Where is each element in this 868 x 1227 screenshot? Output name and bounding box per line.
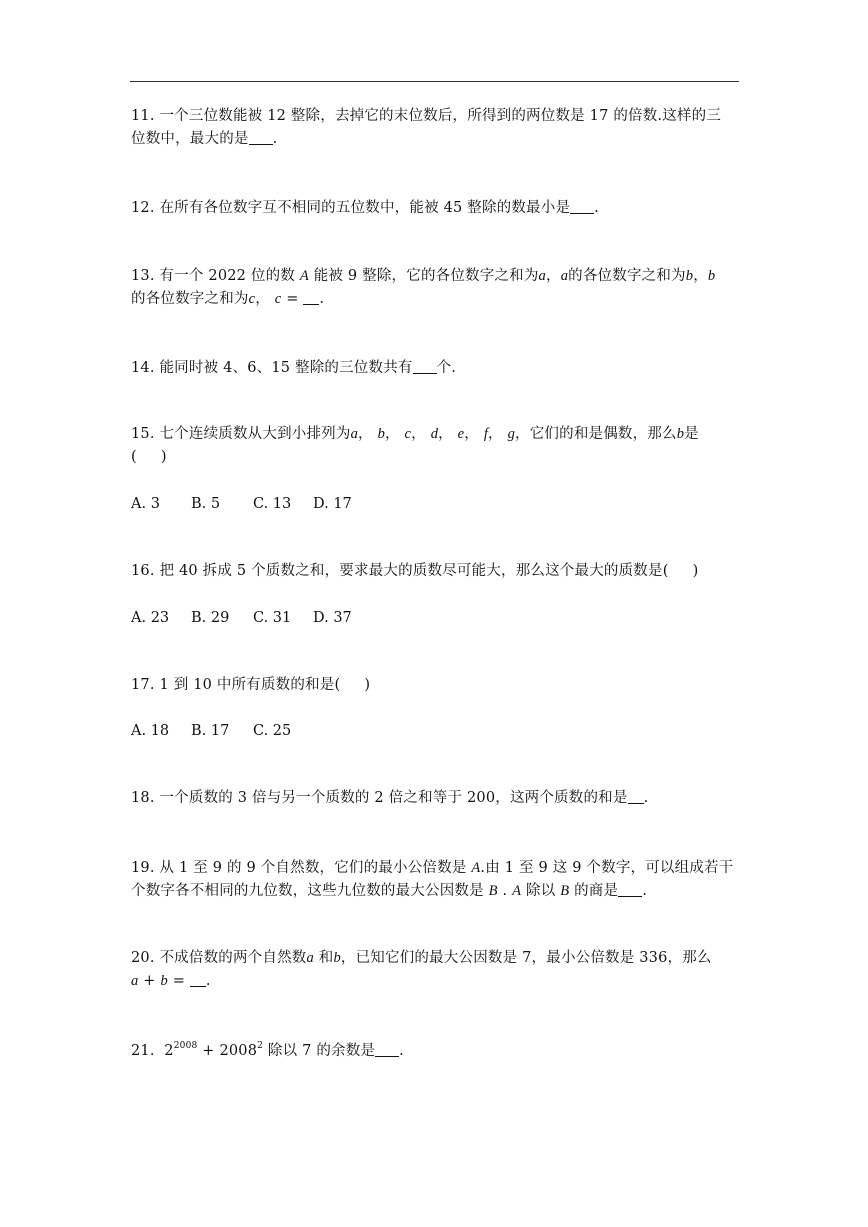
question-17-options	[131, 721, 291, 741]
option-d[interactable]: D. 17	[313, 496, 352, 512]
option-a[interactable]: A. 23	[131, 610, 170, 626]
question-15: 15. 七个连续质数从大到小排列为a， b， c， d， e， f， g，它们的和是偶数，那么b是 ( )	[131, 426, 699, 465]
question-11: 11. 一个三位数能被 12 整除，去掉它的末位数后，所得到的两位数是 17 的倍数.这样的三 位数中，最大的是 .	[131, 108, 722, 147]
option-b[interactable]: B. 17	[191, 723, 230, 739]
answer-blank[interactable]	[618, 882, 642, 897]
option-d[interactable]: D. 37	[313, 610, 352, 626]
question-17: 17. 1 到 10 中所有质数的和是( )	[131, 677, 371, 693]
option-a[interactable]: A. 18	[131, 723, 170, 739]
question-20: 20. 不成倍数的两个自然数a 和b，已知它们的最大公因数是 7，最小公倍数是 336，那么 a + b = .	[131, 950, 712, 989]
answer-blank[interactable]	[249, 130, 273, 145]
question-19: 19. 从 1 至 9 的 9 个自然数，它们的最小公倍数是 A.由 1 至 9 这 9 个数字，可以组成若干 个数字各不相同的九位数，这些九位数的最大公因数是 B . A 除以 B 的商是 .	[131, 860, 734, 899]
answer-blank[interactable]	[628, 789, 644, 804]
question-16-options	[131, 608, 352, 628]
question-13: 13. 有一个 2022 位的数 A 能被 9 整除，它的各位数字之和为a，a的各位数字之和为b，b 的各位数字之和为c， c = .	[131, 268, 716, 307]
answer-blank[interactable]	[375, 1042, 399, 1057]
question-12: 12. 在所有各位数字互不相同的五位数中，能被 45 整除的数最小是 .	[131, 200, 599, 216]
question-14: 14. 能同时被 4、6、15 整除的三位数共有 个.	[131, 360, 457, 376]
option-a[interactable]: A. 3	[131, 496, 160, 512]
option-c[interactable]: C. 25	[253, 723, 292, 739]
question-21: 21. $2^{2008} + 2008^2$ 除以 7 的余数是 .	[131, 1041, 404, 1059]
option-b[interactable]: B. 29	[191, 610, 230, 626]
option-c[interactable]: C. 31	[253, 610, 292, 626]
question-15-options	[131, 494, 352, 514]
answer-blank[interactable]	[413, 359, 437, 374]
question-18: 18. 一个质数的 3 倍与另一个质数的 2 倍之和等于 200，这两个质数的和是 .	[131, 790, 649, 806]
question-16: 16. 把 40 拆成 5 个质数之和，要求最大的质数尽可能大，那么这个最大的质数是( )	[131, 563, 699, 579]
answer-blank[interactable]	[570, 199, 594, 214]
answer-blank[interactable]	[190, 972, 206, 987]
answer-blank[interactable]	[303, 290, 319, 305]
option-b[interactable]: B. 5	[191, 496, 221, 512]
header-rule	[130, 81, 739, 82]
option-c[interactable]: C. 13	[253, 496, 292, 512]
